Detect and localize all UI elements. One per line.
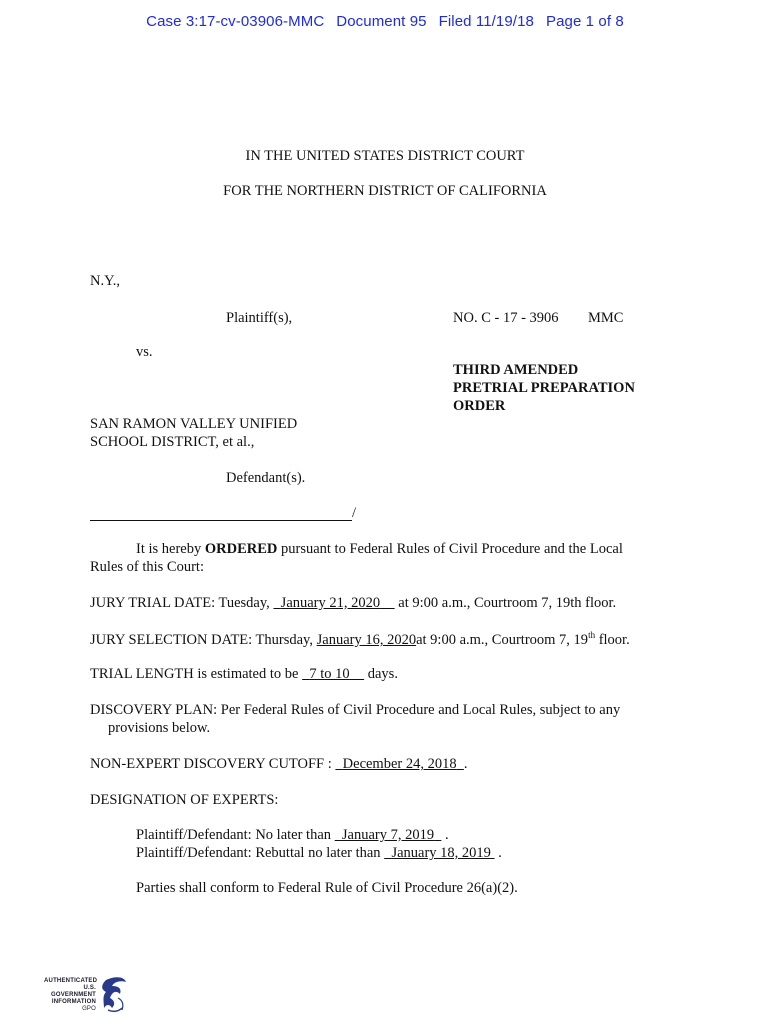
expert-designation-label: Plaintiff/Defendant: No later than xyxy=(136,827,332,843)
defendant-name-line2: SCHOOL DISTRICT, et al., xyxy=(90,434,255,450)
non-expert-date: December 24, 2018 xyxy=(342,756,457,772)
court-name-line1: IN THE UNITED STATES DISTRICT COURT xyxy=(245,148,525,164)
plaintiff-name: N.Y., xyxy=(90,273,120,289)
non-expert-label: NON-EXPERT DISCOVERY CUTOFF : xyxy=(90,756,332,772)
jury-trial-date xyxy=(90,595,616,612)
intro-line2: Rules of this Court: xyxy=(90,559,204,575)
jury-selection-rest: at 9:00 a.m., Courtroom 7, 19 xyxy=(416,631,589,648)
order-title-line2: PRETRIAL PREPARATION xyxy=(453,380,635,396)
filed-date-stamp: Filed 11/19/18 xyxy=(438,13,534,30)
logo-text-line1: AUTHENTICATED xyxy=(44,978,98,984)
defendant-role: Defendant(s). xyxy=(226,470,306,486)
discovery-plan-line1: DISCOVERY PLAN: Per Federal Rules of Civil Procedure and Local Rules, subject to any xyxy=(90,702,621,718)
non-expert-cutoff xyxy=(90,756,467,773)
jury-selection-end: floor. xyxy=(598,631,630,648)
plaintiff-role: Plaintiff(s), xyxy=(226,310,293,326)
expert-rebuttal-date: January 18, 2019 xyxy=(391,845,491,861)
expert-designation-date: January 7, 2019 xyxy=(341,827,435,843)
intro-prefix: It is hereby xyxy=(136,541,202,557)
jury-selection-label: JURY SELECTION DATE: Thursday, xyxy=(90,631,313,648)
eagle-icon xyxy=(98,974,130,1018)
gpo-authentication-logo xyxy=(44,974,134,1018)
case-number: NO. C - 17 - 3906 xyxy=(453,310,559,326)
defendant-name-line1: SAN RAMON VALLEY UNIFIED xyxy=(90,416,298,432)
intro-line1 xyxy=(136,541,623,558)
caption-divider-line xyxy=(90,520,352,521)
expert-rebuttal-end: . xyxy=(498,845,502,861)
trial-length-unit: days. xyxy=(367,666,398,682)
logo-text-line4: GPO xyxy=(82,1006,96,1012)
logo-text-line3: INFORMATION xyxy=(51,999,96,1005)
versus: vs. xyxy=(136,344,153,360)
court-name-line2: FOR THE NORTHERN DISTRICT OF CALIFORNIA xyxy=(223,183,547,199)
trial-length-value: 7 to 10 xyxy=(309,666,350,682)
order-title-line3: ORDER xyxy=(453,398,506,414)
jury-trial-label: JURY TRIAL DATE: Tuesday, xyxy=(90,595,270,611)
expert-rebuttal-label: Plaintiff/Defendant: Rebuttal no later than xyxy=(136,845,381,861)
filing-stamp xyxy=(0,13,770,30)
case-number-stamp: Case 3:17-cv-03906-MMC xyxy=(146,13,325,30)
non-expert-end: . xyxy=(463,756,468,772)
expert-rebuttal-line xyxy=(136,845,502,862)
jury-selection-sup: th xyxy=(588,630,596,640)
expert-rule-line: Parties shall conform to Federal Rule of Civil Procedure 26(a)(2). xyxy=(136,880,518,896)
document-number-stamp: Document 95 xyxy=(336,13,427,30)
order-title-line1: THIRD AMENDED xyxy=(453,362,579,378)
intro-ordered: ORDERED xyxy=(204,541,278,557)
intro-suffix: pursuant to Federal Rules of Civil Procedure and the Local xyxy=(281,541,623,557)
jury-trial-rest: at 9:00 a.m., Courtroom 7, 19th floor. xyxy=(398,595,617,611)
trial-length-label: TRIAL LENGTH is estimated to be xyxy=(90,666,299,682)
expert-designation-line xyxy=(136,827,449,844)
page-number-stamp: Page 1 of 8 xyxy=(545,13,624,30)
trial-length xyxy=(90,666,398,683)
jury-trial-date-value: January 21, 2020 xyxy=(280,595,381,611)
experts-heading: DESIGNATION OF EXPERTS: xyxy=(90,792,279,808)
judge-initials: MMC xyxy=(588,310,624,326)
expert-designation-end: . xyxy=(445,827,449,843)
caption-slash: / xyxy=(352,505,357,521)
logo-text-line2: U.S. GOVERNMENT xyxy=(50,985,96,998)
jury-selection-date-value: January 16, 2020 xyxy=(316,631,417,648)
discovery-plan-line2: provisions below. xyxy=(108,720,211,736)
jury-selection-date xyxy=(90,630,630,649)
